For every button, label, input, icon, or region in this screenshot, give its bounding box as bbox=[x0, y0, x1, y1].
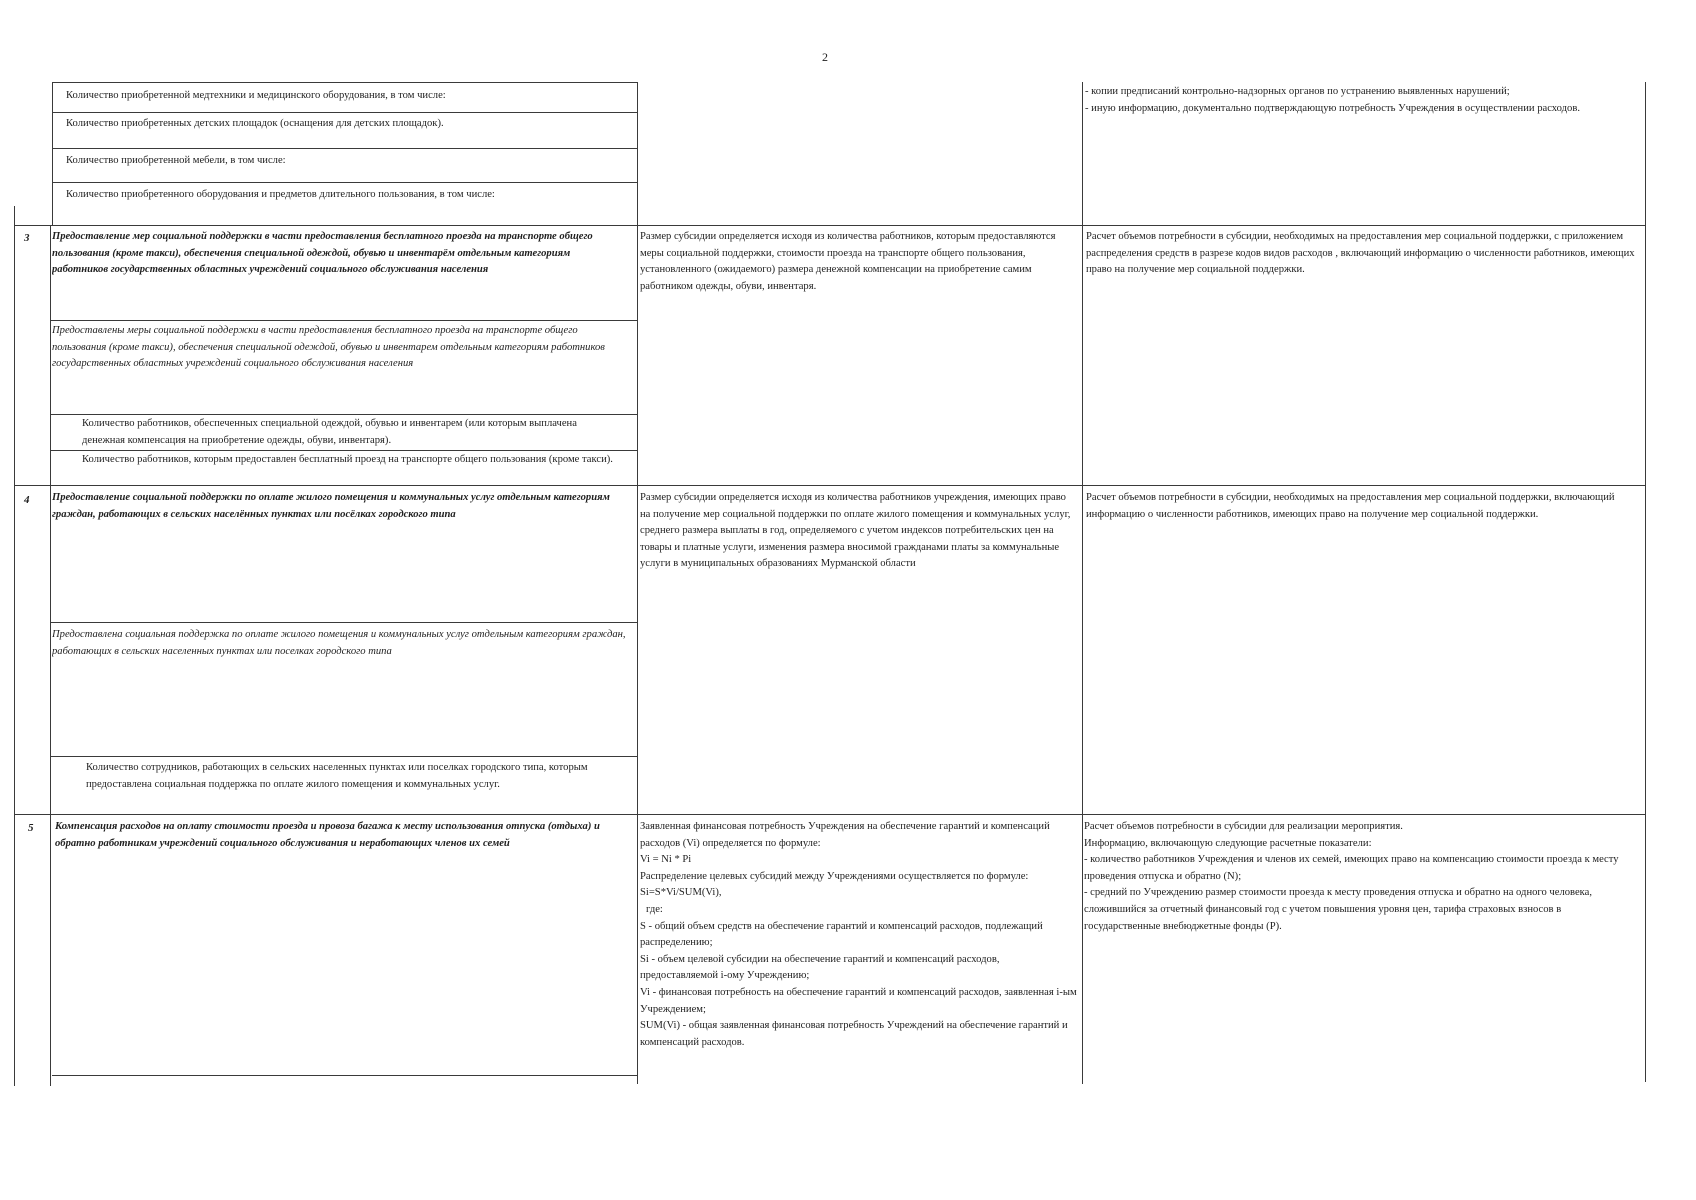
section-5-number: 5 bbox=[28, 822, 34, 834]
section-4-indicator-1: Количество сотрудников, работающих в сельских населенных пунктах или поселках городского типа, которым предоставлена социальная поддержка по оплате жилого помещения и коммунальных услуг. bbox=[86, 762, 588, 790]
section-3-indicator-2: Количество работников, которым предоставлен бесплатный проезд на транспорте общего пользования (кроме такси). bbox=[82, 454, 613, 465]
top-row-4: Количество приобретенного оборудования и предметов длительного пользования, в том числе: bbox=[66, 189, 495, 200]
section-5-top bbox=[14, 814, 1645, 815]
top-row-3-bottom bbox=[52, 182, 637, 183]
method-line: Заявленная финансовая потребность Учреждения на обеспечение гарантий и компенсаций расходов (Vi) определяется по формуле: bbox=[640, 821, 1050, 849]
top-row-1-bottom bbox=[52, 112, 637, 113]
section-5-method bbox=[640, 819, 1080, 1051]
top-row-2-bottom bbox=[52, 148, 637, 149]
documents-line: Расчет объемов потребности в субсидии для реализации мероприятия. bbox=[1084, 821, 1403, 832]
section-3-documents: Расчет объемов потребности в субсидии, необходимых на предоставления мер социальной поддержки, с приложением распределения средств в разрезе кодов видов расходов , включающий информацию о численности работников, имеющих право на получение мер социальной поддержки. bbox=[1086, 231, 1635, 276]
section-4-documents: Расчет объемов потребности в субсидии, необходимых на предоставления мер социальной поддержки, включающий информацию о численности работников, имеющих право на получение мер социальной поддержки. bbox=[1086, 492, 1615, 520]
section-3-number: 3 bbox=[24, 232, 30, 244]
section-4-method: Размер субсидии определяется исходя из количества работников учреждения, имеющих право на получение мер социальной поддержки по оплате жилого помещения и коммунальных услуг, среднего размера выплаты в год, определяемого с учетом индексов потребительских цен на товары и платные услуги, изменения размера вносимой гражданами платы за коммунальные услуги в муниципальных образованиях Мурманской области bbox=[640, 492, 1071, 570]
section-3-title-bottom bbox=[50, 320, 637, 321]
documents-line: - количество работников Учреждения и членов их семей, имеющих право на компенсацию стоимости проезда к месту проведения отпуска и обратно (N); bbox=[1084, 854, 1619, 882]
method-line: Распределение целевых субсидий между Учреждениями осуществляется по формуле: Si=S*Vi/SUM(Vi), bbox=[640, 870, 1050, 899]
section-4-title-bottom bbox=[50, 622, 637, 623]
documents-line: Информацию, включающую следующие расчетные показатели: bbox=[1084, 837, 1372, 849]
section-3-indicator-1-bottom bbox=[50, 450, 637, 451]
section-3-result: Предоставлены меры социальной поддержки в части предоставления бесплатного проезда на транспорте общего пользования (кроме такси), обеспечения специальной одеждой, обувью и инвентарем отдельным категориям работников государственных областных учреждений социального обслуживания населения bbox=[52, 325, 605, 370]
page-number: 2 bbox=[822, 50, 828, 64]
top-row-3: Количество приобретенной мебели, в том числе: bbox=[66, 155, 286, 166]
section-4-top bbox=[14, 485, 1645, 486]
section-3-method: Размер субсидии определяется исходя из количества работников, которым предоставляются меры социальной поддержки, стоимости проезда на транспорте общего пользования, установленного (ожидаемого) размера денежной компенсации на приобретение самим работником одежды, обуви, инвентаря. bbox=[640, 231, 1056, 292]
section-3-indicator-1: Количество работников, обеспеченных специальной одеждой, обувью и инвентарем (или которым выплачена денежная компенсация на приобретение одежды, обуви, инвентаря). bbox=[82, 418, 577, 446]
section-5-bottom bbox=[52, 1075, 637, 1076]
method-line: S - общий объем средств на обеспечение гарантий и компенсаций расходов, подлежащий распределению; bbox=[640, 920, 1043, 949]
section-4-result-bottom bbox=[50, 756, 637, 757]
method-line: где: bbox=[646, 903, 663, 915]
method-line: Vi - финансовая потребность на обеспечение гарантий и компенсаций расходов, заявленная i-ым Учреждением; bbox=[640, 986, 1077, 1015]
documents-line: - средний по Учреждению размер стоимости проезда к месту проведения отпуска и обратно на одного человека, сложившийся за отчетный финансовый год с учетом повышения уровня цен, тарифа страховых взносов в государственные внебюджетные фонды (P). bbox=[1084, 887, 1593, 932]
top-documents-text: - копии предписаний контрольно-надзорных органов по устранению выявленных нарушений; - иную информацию, документально подтверждающую потребность Учреждения в осуществлении расходов. bbox=[1085, 86, 1580, 114]
section-5-title: Компенсация расходов на оплату стоимости проезда и провоза багажа к месту использования отпуска (отдыха) и обратно работникам учреждений социального обслуживания и неработающих членов их семей bbox=[55, 821, 600, 849]
table-left-border bbox=[14, 206, 15, 1086]
col-method-right bbox=[1082, 82, 1083, 1084]
section-3-top bbox=[14, 225, 1645, 226]
method-line: Si - объем целевой субсидии на обеспечение гарантий и компенсаций расходов, предоставляемой i-ому Учреждению; bbox=[640, 953, 1000, 982]
top-row-1: Количество приобретенной медтехники и медицинского оборудования, в том числе: bbox=[66, 90, 446, 101]
method-formula-vi: Vi = Ni * Pi bbox=[640, 854, 692, 866]
section-4-result: Предоставлена социальная поддержка по оплате жилого помещения и коммунальных услуг отдельным категориям граждан, работающих в сельских населенных пунктах или поселках городского типа bbox=[52, 629, 626, 657]
col-docs-right bbox=[1645, 82, 1646, 1082]
section-4-number: 4 bbox=[24, 494, 30, 506]
top-row-2: Количество приобретенных детских площадок (оснащения для детских площадок). bbox=[66, 118, 444, 129]
section-3-result-bottom bbox=[50, 414, 637, 415]
col-name-left-top bbox=[52, 82, 53, 225]
section-4-title: Предоставление социальной поддержки по оплате жилого помещения и коммунальных услуг отдельным категориям граждан, работающих в сельских населённых пунктах или посёлках городского типа bbox=[52, 492, 610, 520]
col-name-right bbox=[637, 82, 638, 1084]
col-name-left bbox=[50, 226, 51, 1086]
top-block-top bbox=[52, 82, 637, 83]
section-3-title: Предоставление мер социальной поддержки в части предоставления бесплатного проезда на транспорте общего пользования (кроме такси), обеспечения специальной одеждой, обувью и инвентарём отдельным категориям работников государственных областных учреждений социального обслуживания населения bbox=[52, 231, 593, 276]
section-5-documents bbox=[1084, 819, 1639, 935]
method-line: SUM(Vi) - общая заявленная финансовая потребность Учреждений на обеспечение гарантий и компенсаций расходов. bbox=[640, 1020, 1068, 1048]
